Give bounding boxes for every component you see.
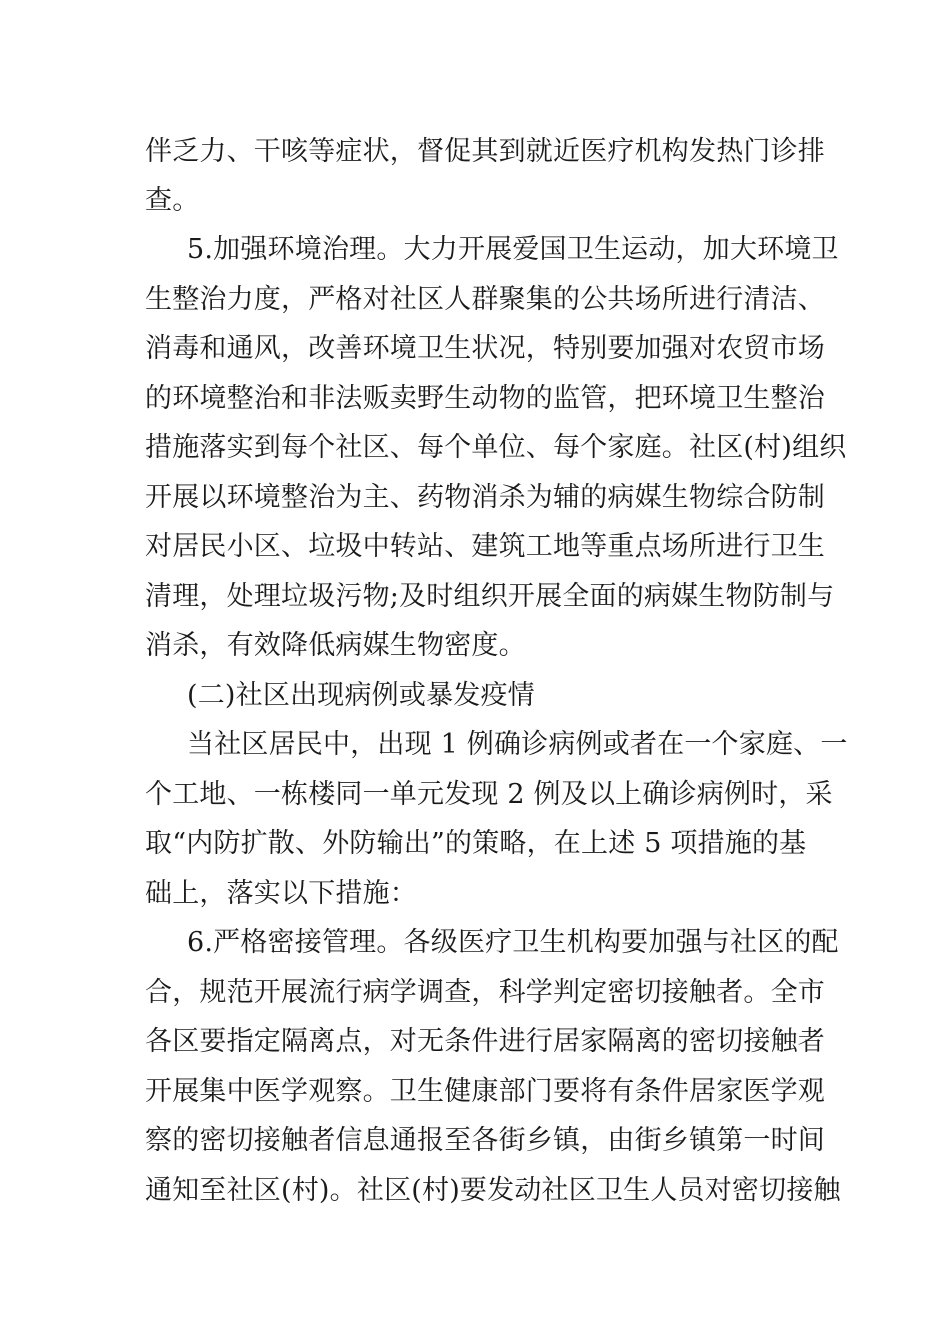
section-heading: (二)社区出现病例或暴发疫情 (187, 680, 535, 711)
text-line-3: 5.加强环境治理。大力开展爱国卫生运动，加大环境卫 (187, 234, 839, 265)
text-line-16: 础上，落实以下措施： (145, 878, 417, 909)
text-line-6: 的环境整治和非法贩卖野生动物的监管，把环境卫生整治 (145, 383, 825, 414)
text-line-7: 措施落实到每个社区、每个单位、每个家庭。社区(村)组织 (145, 432, 847, 463)
text-line-5: 消毒和通风，改善环境卫生状况，特别要加强对农贸市场 (145, 333, 825, 364)
text-line-15: 取“内防扩散、外防输出”的策略，在上述 5 项措施的基 (145, 828, 807, 859)
text-line-8: 开展以环境整治为主、药物消杀为辅的病媒生物综合防制 (145, 482, 825, 513)
text-line-19: 各区要指定隔离点，对无条件进行居家隔离的密切接触者 (145, 1026, 825, 1057)
text-line-20: 开展集中医学观察。卫生健康部门要将有条件居家医学观 (145, 1076, 825, 1107)
text-line-18: 合，规范开展流行病学调查，科学判定密切接触者。全市 (145, 977, 825, 1008)
text-line-21: 察的密切接触者信息通报至各街乡镇，由街乡镇第一时间 (145, 1125, 825, 1156)
text-line-17: 6.严格密接管理。各级医疗卫生机构要加强与社区的配 (187, 927, 839, 958)
text-line-4: 生整治力度，严格对社区人群聚集的公共场所进行清洁、 (145, 284, 825, 315)
text-line-1: 伴乏力、干咳等症状，督促其到就近医疗机构发热门诊排 (145, 136, 825, 167)
text-line-11: 消杀，有效降低病媒生物密度。 (145, 630, 526, 661)
text-line-2: 查。 (145, 185, 200, 216)
text-line-10: 清理，处理垃圾污物;及时组织开展全面的病媒生物防制与 (145, 581, 835, 612)
text-line-22: 通知至社区(村)。社区(村)要发动社区卫生人员对密切接触 (145, 1175, 841, 1206)
text-line-9: 对居民小区、垃圾中转站、建筑工地等重点场所进行卫生 (145, 531, 825, 562)
text-line-14: 个工地、一栋楼同一单元发现 2 例及以上确诊病例时，采 (145, 779, 833, 810)
text-line-13: 当社区居民中，出现 1 例确诊病例或者在一个家庭、一 (187, 729, 848, 760)
